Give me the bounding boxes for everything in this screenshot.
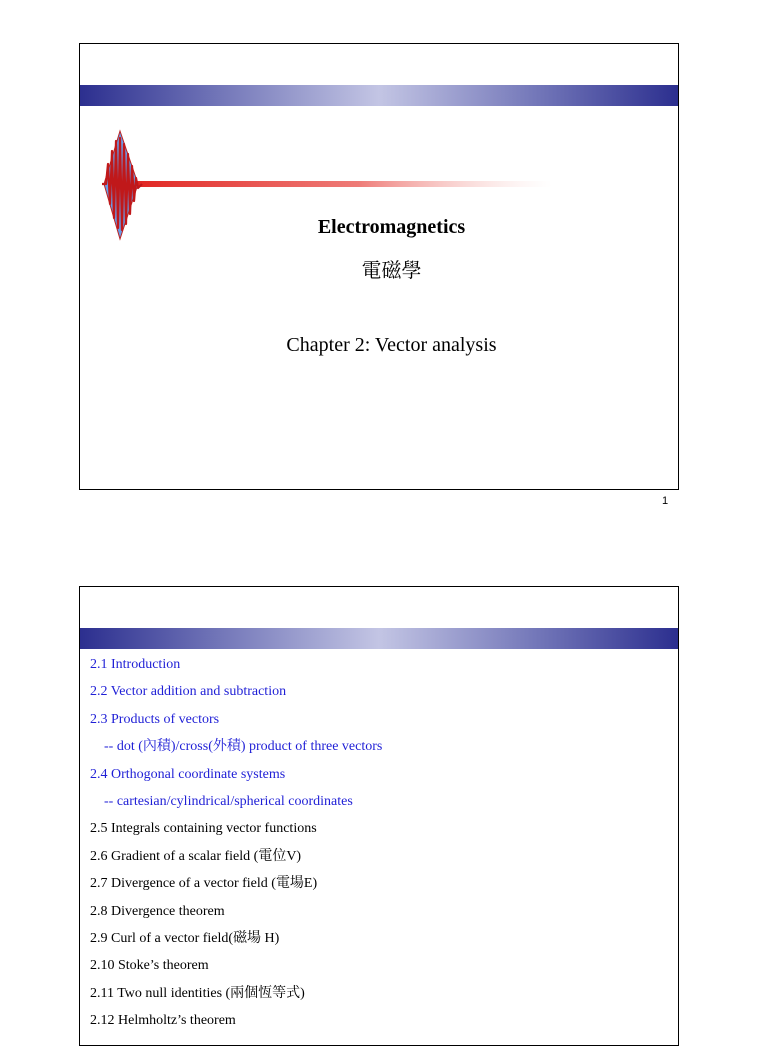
toc-item-2-8: 2.8 Divergence theorem <box>90 903 225 919</box>
header-band <box>80 628 678 649</box>
toc-subitem-products: -- dot (內積)/cross(外積) product of three vectors <box>104 739 383 755</box>
chapter-heading: Chapter 2: Vector analysis <box>286 334 497 356</box>
toc-item-2-2: 2.2 Vector addition and subtraction <box>90 684 287 700</box>
header-band <box>80 85 678 106</box>
toc-item-2-7: 2.7 Divergence of a vector field (電場E) <box>90 876 318 892</box>
presentation-subtitle: 電磁學 <box>361 258 422 282</box>
toc-subitem-coordinates: -- cartesian/cylindrical/spherical coordinates <box>104 793 353 809</box>
title-slide <box>79 43 679 490</box>
toc-item-2-11: 2.11 Two null identities (兩個恆等式) <box>90 985 305 1001</box>
outline-slide <box>79 586 679 1046</box>
toc-item-2-3: 2.3 Products of vectors <box>90 711 220 727</box>
toc-item-2-4: 2.4 Orthogonal coordinate systems <box>90 766 286 782</box>
toc-item-2-6: 2.6 Gradient of a scalar field (電位V) <box>90 848 302 864</box>
toc-item-2-5: 2.5 Integrals containing vector functions <box>90 821 317 837</box>
presentation-title: Electromagnetics <box>317 216 466 238</box>
toc-item-2-1: 2.1 Introduction <box>90 657 181 672</box>
page-number: 1 <box>662 495 669 507</box>
toc-item-2-12: 2.12 Helmholtz’s theorem <box>90 1013 236 1029</box>
toc-item-2-10: 2.10 Stoke’s theorem <box>90 958 209 974</box>
table-of-contents <box>90 651 668 1034</box>
toc-item-2-9: 2.9 Curl of a vector field(磁場 H) <box>90 930 280 946</box>
